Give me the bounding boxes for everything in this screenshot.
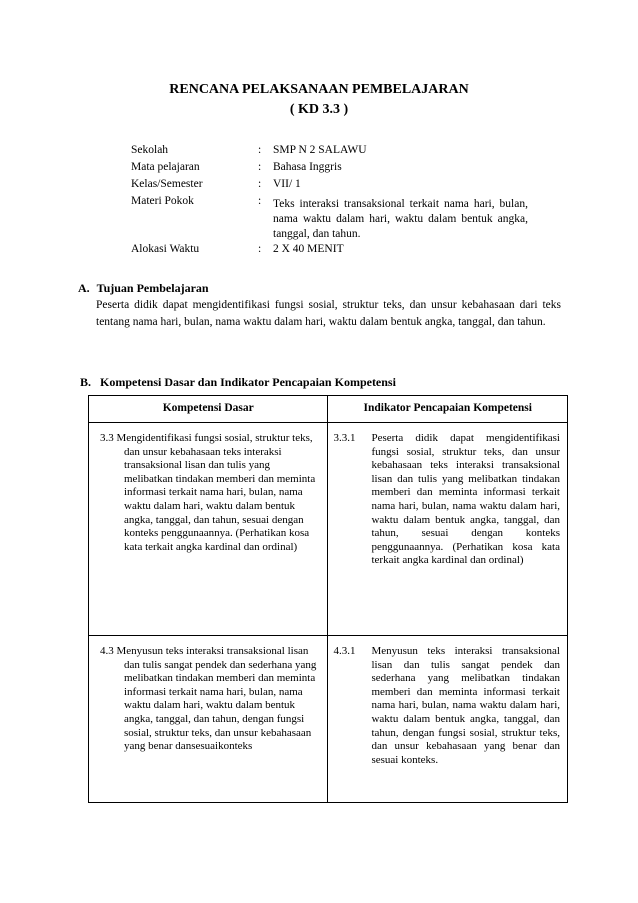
section-a-paragraph: Peserta didik dapat mengidentifikasi fungsi sosial, struktur teks, dan unsur kebahasaan dari teks tentang nama hari, bulan, nama waktu dalam hari, waktu dalam bentuk angka, tanggal, dan tahun. <box>96 299 561 328</box>
kd-cell <box>89 636 328 803</box>
info-value: 2 X 40 MENIT <box>273 243 344 255</box>
table-row <box>89 636 568 803</box>
info-colon: : <box>258 243 262 255</box>
info-value: Teks interaksi transaksional terkait nama hari, bulan, nama waktu dalam hari, waktu dalam bentuk angka, tanggal, dan tahun. <box>273 198 528 240</box>
info-colon: : <box>258 161 262 173</box>
page-subtitle: ( KD 3.3 ) <box>289 102 349 117</box>
section-a-heading <box>78 281 209 296</box>
competency-table <box>88 395 568 803</box>
indicator-cell <box>328 636 568 803</box>
page-title: RENCANA PELAKSANAAN PEMBELAJARAN <box>169 82 469 97</box>
info-colon: : <box>258 178 262 190</box>
section-b-title: Kompetensi Dasar dan Indikator Pencapaian Kompetensi <box>100 375 396 389</box>
indicator-code: 4.3.1 <box>333 645 356 657</box>
section-b-heading <box>80 375 396 390</box>
indicator-text: Menyusun teks interaksi transaksional lisan dan tulis sangat pendek dan sederhana yang melibatkan tindakan memberi dan meminta informasi terkait nama hari, bulan, nama waktu dalam hari, waktu dalam bentuk angka, tanggal, dan tahun, dengan fungsi sosial, struktur teks, dan unsur kebahasaan yang benar dan sesuai konteks. <box>371 645 560 766</box>
info-label: Materi Pokok <box>131 195 194 207</box>
info-label: Mata pelajaran <box>131 161 200 173</box>
info-value: SMP N 2 SALAWU <box>273 144 367 156</box>
info-colon: : <box>258 195 262 207</box>
section-a-letter: A. <box>78 281 90 295</box>
indicator-cell <box>328 423 568 636</box>
info-value: Bahasa Inggris <box>273 161 342 173</box>
kd-cell <box>89 423 328 636</box>
indicator-text: Peserta didik dapat mengidentifikasi fungsi sosial, struktur teks, dan unsur kebahasaan teks interaksi transaksional lisan dan tulis yang melibatkan tindakan memberi dan meminta informasi terkait nama hari, bulan, nama waktu dalam hari, waktu dalam bentuk angka, tanggal, dan tahun, sesuai dengan konteks penggunaannya. (Perhatikan kosa kata terkait angka kardinal dan ordinal) <box>371 432 560 567</box>
header-indikator: Indikator Pencapaian Kompetensi <box>328 396 568 423</box>
kd-text: 3.3 Mengidentifikasi fungsi sosial, struktur teks, dan unsur kebahasaan teks interaksi transaksional lisan dan tulis yang melibatkan tindakan memberi dan meminta informasi terkait nama hari, bulan, nama waktu dalam hari, waktu dalam bentuk angka, tanggal, dan tahun, sesuai dengan konteks penggunaannya. (Perhatikan kosa kata terkait angka kardinal dan ordinal) <box>100 432 316 553</box>
info-value: VII/ 1 <box>273 178 301 190</box>
indicator-code: 3.3.1 <box>333 432 356 444</box>
table-row <box>89 423 568 636</box>
kd-text: 4.3 Menyusun teks interaksi transaksional lisan dan tulis sangat pendek dan sederhana yang melibatkan tindakan memberi dan meminta informasi terkait nama hari, bulan, nama waktu dalam hari, waktu dalam bentuk angka, tanggal, dan tahun, dengan fungsi sosial, struktur teks, dan unsur kebahasaan yang benar dansesuaikonteks <box>100 645 317 753</box>
info-label: Alokasi Waktu <box>131 243 200 255</box>
info-label: Sekolah <box>131 144 169 156</box>
info-colon: : <box>258 144 262 156</box>
section-a-title: Tujuan Pembelajaran <box>96 281 209 295</box>
header-kompetensi-dasar: Kompetensi Dasar <box>89 396 328 423</box>
table-header-row <box>89 396 568 423</box>
section-b-letter: B. <box>80 375 92 389</box>
document-title <box>0 80 638 120</box>
info-label: Kelas/Semester <box>131 178 203 190</box>
